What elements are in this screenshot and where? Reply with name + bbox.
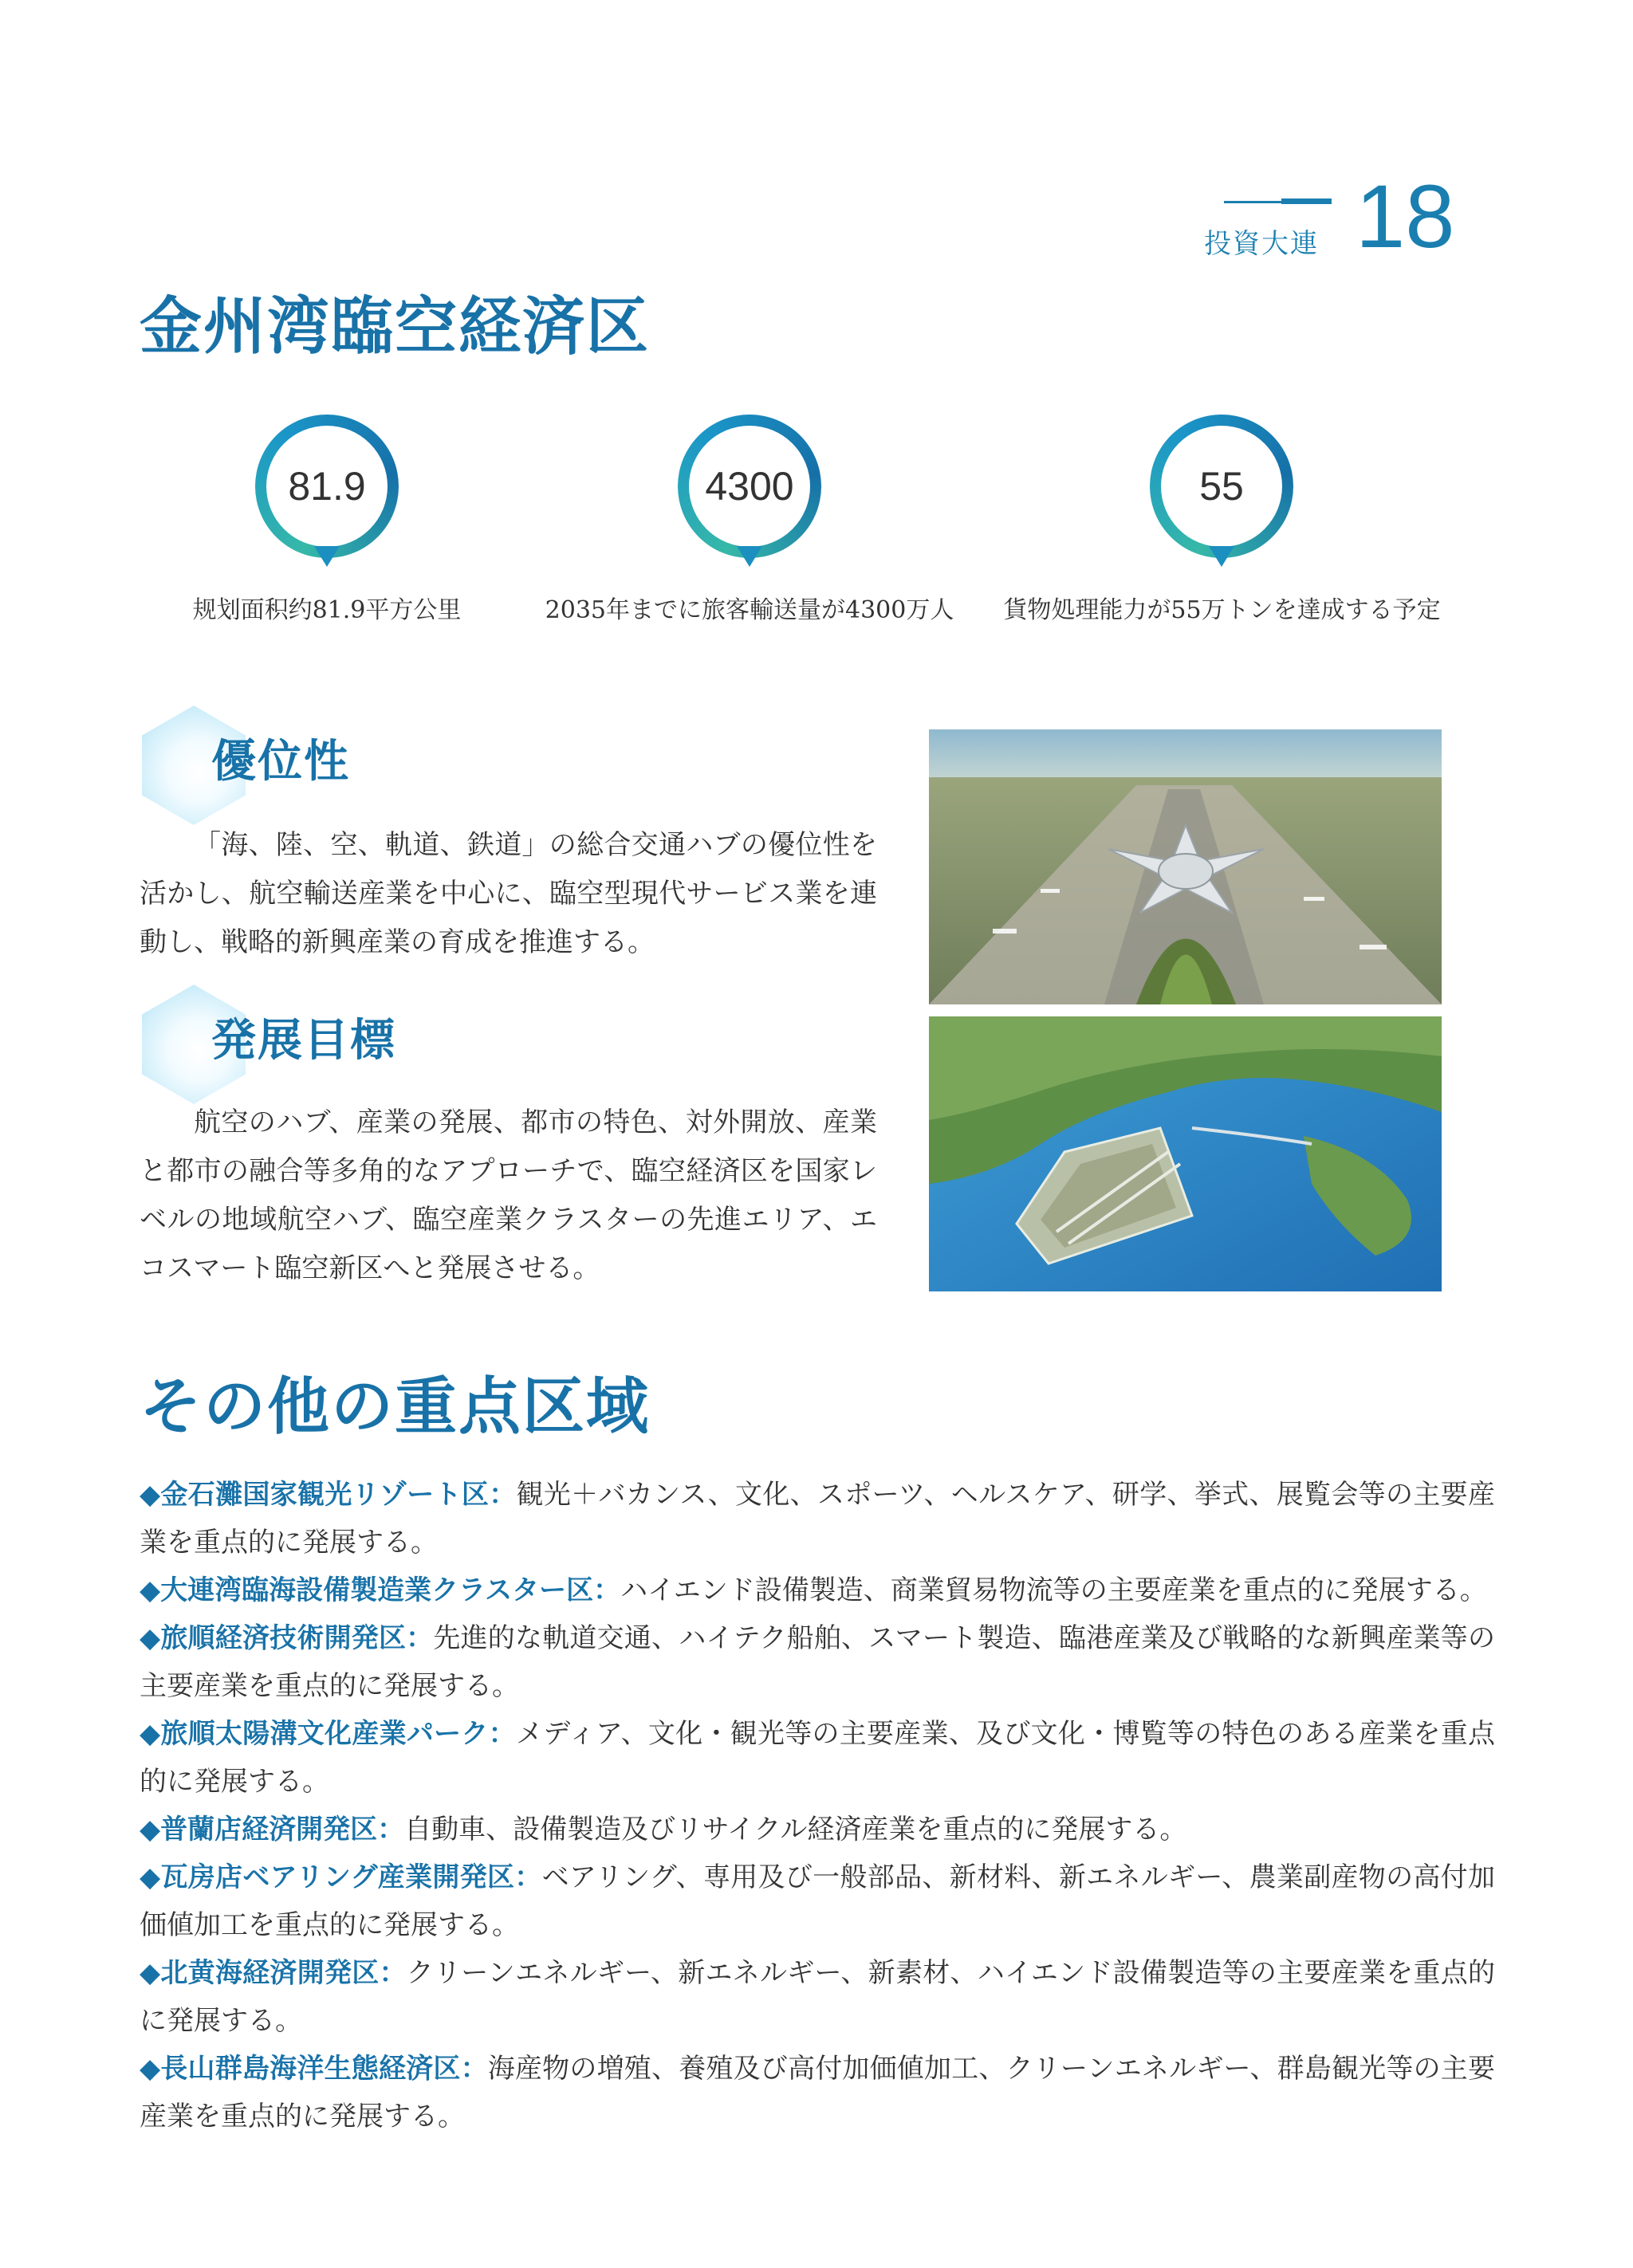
list-item bbox=[140, 1949, 1495, 2045]
stat-value: 55 bbox=[1161, 426, 1282, 547]
diamond-bullet-icon: ◆ bbox=[140, 1814, 161, 1845]
zone-name: 北黄海経済開発区： bbox=[160, 1957, 407, 1989]
zone-description: 先進的な軌道交通、ハイテク船舶、スマート製造、臨港産業及び戦略的な新興産業等の主要産業を重点的に発展する。 bbox=[140, 1622, 1495, 1702]
zone-description: メディア、文化・観光等の主要産業、及び文化・博覧等の特色のある産業を重点的に発展する。 bbox=[140, 1718, 1495, 1798]
airport-terminal-photo bbox=[929, 729, 1442, 1004]
pin-pointer bbox=[314, 546, 340, 567]
stat-marker-area bbox=[255, 415, 399, 574]
zone-name: 普蘭店経済開発区： bbox=[160, 1814, 405, 1845]
zone-description: クリーンエネルギー、新エネルギー、新素材、ハイエンド設備製造等の主要産業を重点的に発展する。 bbox=[140, 1957, 1495, 2037]
list-item bbox=[140, 1614, 1495, 1710]
diamond-bullet-icon: ◆ bbox=[140, 1861, 161, 1893]
diamond-bullet-icon: ◆ bbox=[140, 1479, 161, 1511]
stat-marker-passengers bbox=[678, 415, 821, 574]
diamond-bullet-icon: ◆ bbox=[140, 2053, 161, 2085]
zone-description: ベアリング、専用及び一般部品、新材料、新エネルギー、農業副産物の高付加価値加工を重点的に発展する。 bbox=[140, 1861, 1495, 1941]
header-rule-thin bbox=[1224, 201, 1281, 203]
header-rule-thick bbox=[1281, 198, 1332, 204]
goal-paragraph: 航空のハブ、産業の発展、都市の特色、対外開放、産業と都市の融合等多角的なアプローチで、臨空経済区を国家レベルの地域航空ハブ、臨空産業クラスターの先進エリア、エコスマート臨空新区へと発展させる。 bbox=[140, 1106, 877, 1284]
stat-caption: 貨物処理能力が55万トンを達成する予定 bbox=[1003, 596, 1441, 624]
island-airport-aerial-photo bbox=[929, 1016, 1442, 1291]
list-item bbox=[140, 1471, 1495, 1566]
header-label: 投資大連 bbox=[1204, 228, 1319, 260]
zone-name: 金石灘国家観光リゾート区： bbox=[160, 1479, 517, 1511]
stat-marker-cargo bbox=[1150, 415, 1293, 574]
zone-description: 観光＋バカンス、文化、スポーツ、ヘルスケア、研学、挙式、展覧会等の主要産業を重点的に発展する。 bbox=[140, 1479, 1495, 1559]
zone-description: 海産物の増殖、養殖及び高付加価値加工、クリーンエネルギー、群島観光等の主要産業を重点的に発展する。 bbox=[140, 2053, 1495, 2132]
stat-caption: 2035年までに旅客輸送量が4300万人 bbox=[545, 596, 954, 624]
zone-description: ハイエンド設備製造、商業貿易物流等の主要産業を重点的に発展する。 bbox=[620, 1574, 1487, 1606]
section-title-airport-zone: 金州湾臨空経済区 bbox=[140, 290, 651, 363]
zone-name: 瓦房店ベアリング産業開発区： bbox=[160, 1861, 542, 1893]
zone-name: 大連湾臨海設備製造業クラスター区： bbox=[160, 1574, 621, 1606]
stat-caption: 规划面积约81.9平方公里 bbox=[192, 596, 462, 624]
diamond-bullet-icon: ◆ bbox=[140, 1622, 161, 1654]
list-item bbox=[140, 1710, 1495, 1806]
pin-pointer bbox=[737, 546, 762, 567]
diamond-bullet-icon: ◆ bbox=[140, 1957, 161, 1989]
zone-name: 旅順太陽溝文化産業パーク： bbox=[160, 1718, 516, 1750]
list-item bbox=[140, 1853, 1495, 1949]
diamond-bullet-icon: ◆ bbox=[140, 1574, 161, 1606]
advantage-paragraph: 「海、陸、空、軌道、鉄道」の総合交通ハブの優位性を活かし、航空輸送産業を中心に、臨空型現代サービス業を連動し、戦略的新興産業の育成を推進する。 bbox=[140, 829, 877, 958]
goal-heading: 発展目標 bbox=[211, 1014, 396, 1067]
section-title-other-zones: その他の重点区域 bbox=[140, 1370, 651, 1443]
pin-pointer bbox=[1209, 546, 1234, 567]
stat-value: 81.9 bbox=[266, 426, 388, 547]
stat-value: 4300 bbox=[689, 426, 810, 547]
zone-name: 旅順経済技術開発区： bbox=[160, 1622, 434, 1654]
list-item bbox=[140, 1566, 1495, 1614]
page-number: 18 bbox=[1356, 167, 1455, 266]
zone-description: 自動車、設備製造及びリサイクル経済産業を重点的に発展する。 bbox=[404, 1814, 1187, 1845]
list-item bbox=[140, 1806, 1495, 1853]
list-item bbox=[140, 2045, 1495, 2140]
advantage-heading: 優位性 bbox=[211, 735, 350, 788]
diamond-bullet-icon: ◆ bbox=[140, 1718, 161, 1750]
key-zones-list bbox=[140, 1471, 1495, 2140]
zone-name: 長山群島海洋生態経済区： bbox=[160, 2053, 488, 2085]
